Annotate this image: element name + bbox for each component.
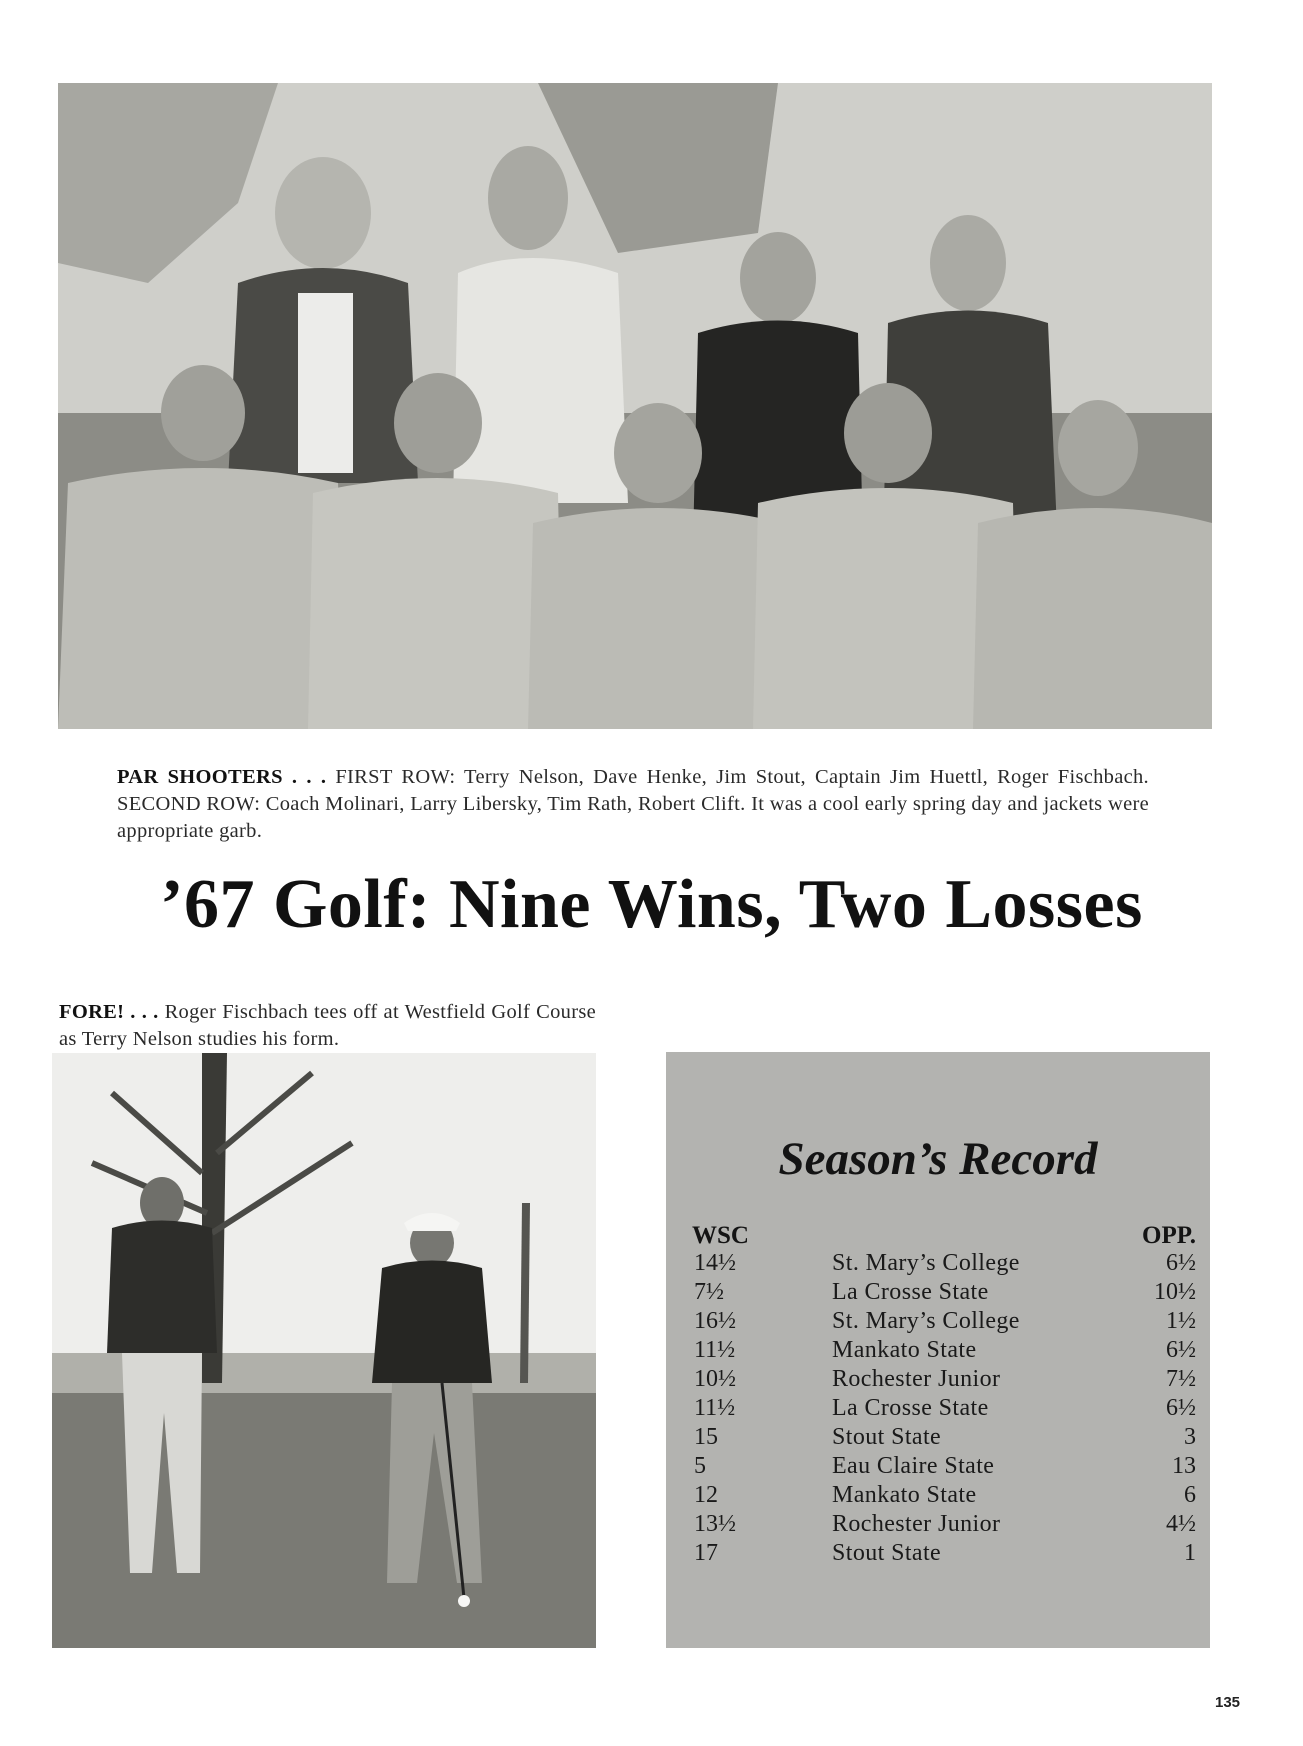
wsc-score: 13½ bbox=[694, 1511, 736, 1537]
opponent-name: Stout State bbox=[832, 1424, 942, 1450]
opponent-name: La Crosse State bbox=[832, 1395, 989, 1421]
record-row bbox=[692, 1250, 1196, 1279]
opp-score: 13 bbox=[1172, 1453, 1196, 1479]
opp-score: 6½ bbox=[1166, 1250, 1196, 1276]
golf-caption-text: Roger Fischbach tees off at Westfield Golf Course as Terry Nelson studies his form. bbox=[59, 1000, 596, 1050]
team-caption-lead: PAR SHOOTERS . . . bbox=[117, 765, 327, 788]
team-photo bbox=[58, 83, 1212, 729]
opponent-name: Mankato State bbox=[832, 1337, 977, 1363]
opp-score: 6½ bbox=[1166, 1337, 1196, 1363]
page-headline: ’67 Golf: Nine Wins, Two Losses bbox=[160, 866, 1143, 943]
record-row bbox=[692, 1540, 1196, 1569]
golf-photo-caption bbox=[59, 999, 596, 1053]
wsc-score: 11½ bbox=[694, 1395, 736, 1421]
record-row bbox=[692, 1337, 1196, 1366]
record-row bbox=[692, 1366, 1196, 1395]
wsc-score: 14½ bbox=[694, 1250, 736, 1276]
season-record-title: Season’s Record bbox=[778, 1133, 1098, 1185]
opp-score: 1½ bbox=[1166, 1308, 1196, 1334]
opp-score: 10½ bbox=[1154, 1279, 1196, 1305]
wsc-score: 15 bbox=[694, 1424, 718, 1450]
team-caption-text: FIRST ROW: Terry Nelson, Dave Henke, Jim Stout, Captain Jim Huettl, Roger Fischbach. SECOND ROW: Coach Molinari, Larry Libersky, Tim Rath, Robert Clift. It was a cool early spring day and jackets were appropriate garb. bbox=[117, 765, 1149, 842]
record-row bbox=[692, 1453, 1196, 1482]
record-row bbox=[692, 1482, 1196, 1511]
opponent-name: Rochester Junior bbox=[832, 1511, 1001, 1537]
opp-score: 1 bbox=[1184, 1540, 1196, 1566]
record-row bbox=[692, 1279, 1196, 1308]
wsc-score: 11½ bbox=[694, 1337, 736, 1363]
season-record-panel bbox=[666, 1052, 1210, 1648]
record-row bbox=[692, 1424, 1196, 1453]
record-row bbox=[692, 1511, 1196, 1540]
opponent-name: Rochester Junior bbox=[832, 1366, 1001, 1392]
opponent-name: Mankato State bbox=[832, 1482, 977, 1508]
opponent-name: La Crosse State bbox=[832, 1279, 989, 1305]
season-record-table bbox=[692, 1250, 1196, 1569]
wsc-score: 12 bbox=[694, 1482, 718, 1508]
opponent-name: St. Mary’s College bbox=[832, 1250, 1020, 1276]
wsc-score: 16½ bbox=[694, 1308, 736, 1334]
golf-caption-lead: FORE! . . . bbox=[59, 1000, 159, 1023]
golf-photo-illustration bbox=[52, 1053, 596, 1648]
opponent-name: Eau Claire State bbox=[832, 1453, 995, 1479]
golf-photo bbox=[52, 1053, 596, 1648]
opponent-name: St. Mary’s College bbox=[832, 1308, 1020, 1334]
opp-score: 6 bbox=[1184, 1482, 1196, 1508]
opp-score: 6½ bbox=[1166, 1395, 1196, 1421]
opp-score: 7½ bbox=[1166, 1366, 1196, 1392]
wsc-score: 7½ bbox=[694, 1279, 724, 1305]
team-photo-caption bbox=[117, 764, 1149, 845]
wsc-score: 5 bbox=[694, 1453, 706, 1479]
wsc-score: 17 bbox=[694, 1540, 718, 1566]
opp-column-header: OPP. bbox=[1142, 1222, 1196, 1249]
record-row bbox=[692, 1308, 1196, 1337]
record-row bbox=[692, 1395, 1196, 1424]
page-number: 135 bbox=[1215, 1694, 1241, 1711]
opponent-name: Stout State bbox=[832, 1540, 942, 1566]
wsc-column-header: WSC bbox=[692, 1222, 749, 1249]
opp-score: 3 bbox=[1184, 1424, 1196, 1450]
team-photo-illustration bbox=[58, 83, 1212, 729]
wsc-score: 10½ bbox=[694, 1366, 736, 1392]
opp-score: 4½ bbox=[1166, 1511, 1196, 1537]
